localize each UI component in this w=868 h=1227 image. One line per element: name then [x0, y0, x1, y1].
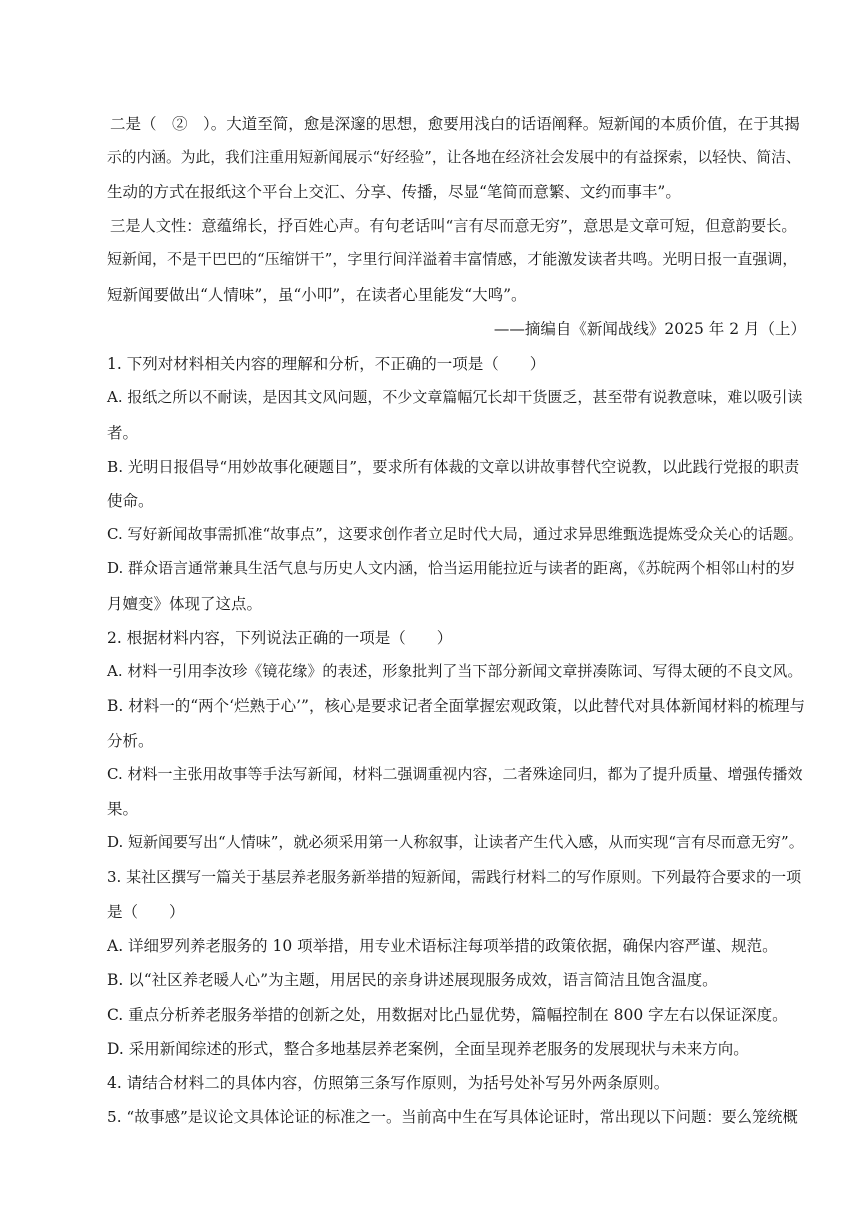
question-2-option-a: A. 材料一引用李汝珍《镜花缘》的表述，形象批判了当下部分新闻文章拼凑陈词、写得太硬的不良文风。	[107, 662, 803, 680]
question-2-stem: 2. 根据材料内容，下列说法正确的一项是（ ）	[107, 629, 453, 647]
paragraph-line: 三是人文性：意蕴绵长，抒百姓心声。有句老话叫“言有尽而意无穷”，意思是文章可短，但意韵要长。	[110, 217, 797, 235]
question-1-option-d: D. 群众语言通常兼具生活气息与历史人文内涵，恰当运用能拉近与读者的距离，《苏皖两个相邻山村的岁	[107, 559, 796, 577]
question-1-option-d-cont: 月嬗变》体现了这点。	[107, 595, 263, 613]
paragraph-line: 示的内涵。为此，我们注重用短新闻展示“好经验”，让各地在经济社会发展中的有益探索，以轻快、简洁、	[107, 149, 801, 166]
paragraph-line: 二是（ ② ）。大道至简，愈是深邃的思想，愈要用浅白的话语阐释。短新闻的本质价值，在于其揭	[110, 115, 800, 133]
source-citation: ——摘编自《新闻战线》2025 年 2 月（上）	[493, 320, 806, 338]
paragraph-line: 生动的方式在报纸这个平台上交汇、分享、传播，尽显“笔简而意繁、文约而事丰”。	[107, 183, 681, 201]
question-1-stem: 1. 下列对材料相关内容的理解和分析，不正确的一项是（ ）	[107, 355, 546, 373]
question-1-option-a: A. 报纸之所以不耐读，是因其文风问题，不少文章篇幅冗长却干货匮乏，甚至带有说教意味，难以吸引读	[107, 388, 803, 406]
question-5-stem: 5. “故事感”是议论文具体论证的标准之一。当前高中生在写具体论证时，常出现以下问题：要么笼统概	[107, 1108, 798, 1126]
paragraph-line: 短新闻，不是干巴巴的“压缩饼干”，字里行间洋溢着丰富情感，才能激发读者共鸣。光明日报一直强调，	[107, 250, 798, 268]
question-3-option-a: A. 详细罗列养老服务的 10 项举措，用专业术语标注每项举措的政策依据，确保内容严谨、规范。	[107, 937, 778, 955]
question-3-option-c: C. 重点分析养老服务举措的创新之处，用数据对比凸显优势，篇幅控制在 800 字左右以保证深度。	[107, 1006, 788, 1024]
question-4-stem: 4. 请结合材料二的具体内容，仿照第三条写作原则，为括号处补写另外两条原则。	[107, 1074, 670, 1092]
question-2-option-c: C. 材料一主张用故事等手法写新闻，材料二强调重视内容，二者殊途同归，都为了提升质量、增强传播效	[107, 765, 803, 783]
question-3-stem-cont: 是（ ）	[107, 903, 185, 921]
question-2-option-b: B. 材料一的“两个‘烂熟于心’”，核心是要求记者全面掌握宏观政策，以此替代对具体新闻材料的梳理与	[107, 697, 805, 715]
question-1-option-b: B. 光明日报倡导“用妙故事化硬题目”，要求所有体裁的文章以讲故事替代空说教，以此践行党报的职责	[107, 458, 800, 476]
question-1-option-b-cont: 使命。	[107, 492, 154, 510]
question-1-option-a-cont: 者。	[107, 424, 139, 442]
question-2-option-c-cont: 果。	[107, 800, 139, 818]
question-2-option-b-cont: 分析。	[107, 732, 154, 750]
paragraph-line: 短新闻要做出“人情味”，虽“小叩”，在读者心里能发“大鸣”。	[107, 286, 527, 304]
question-2-option-d: D. 短新闻要写出“人情味”，就必须采用第一人称叙事，让读者产生代入感，从而实现“言有尽而意无穷”。	[107, 833, 804, 851]
question-1-option-c: C. 写好新闻故事需抓准“故事点”，这要求创作者立足时代大局，通过求异思维甄选提炼受众关心的话题。	[107, 525, 803, 543]
question-3-option-d: D. 采用新闻综述的形式，整合多地基层养老案例，全面呈现养老服务的发展现状与未来方向。	[107, 1040, 749, 1058]
question-3-option-b: B. 以“社区养老暖人心”为主题，用居民的亲身讲述展现服务成效，语言简洁且饱含温度。	[107, 971, 718, 989]
question-3-stem: 3. 某社区撰写一篇关于基层养老服务新举措的短新闻，需践行材料二的写作原则。下列最符合要求的一项	[107, 868, 802, 886]
